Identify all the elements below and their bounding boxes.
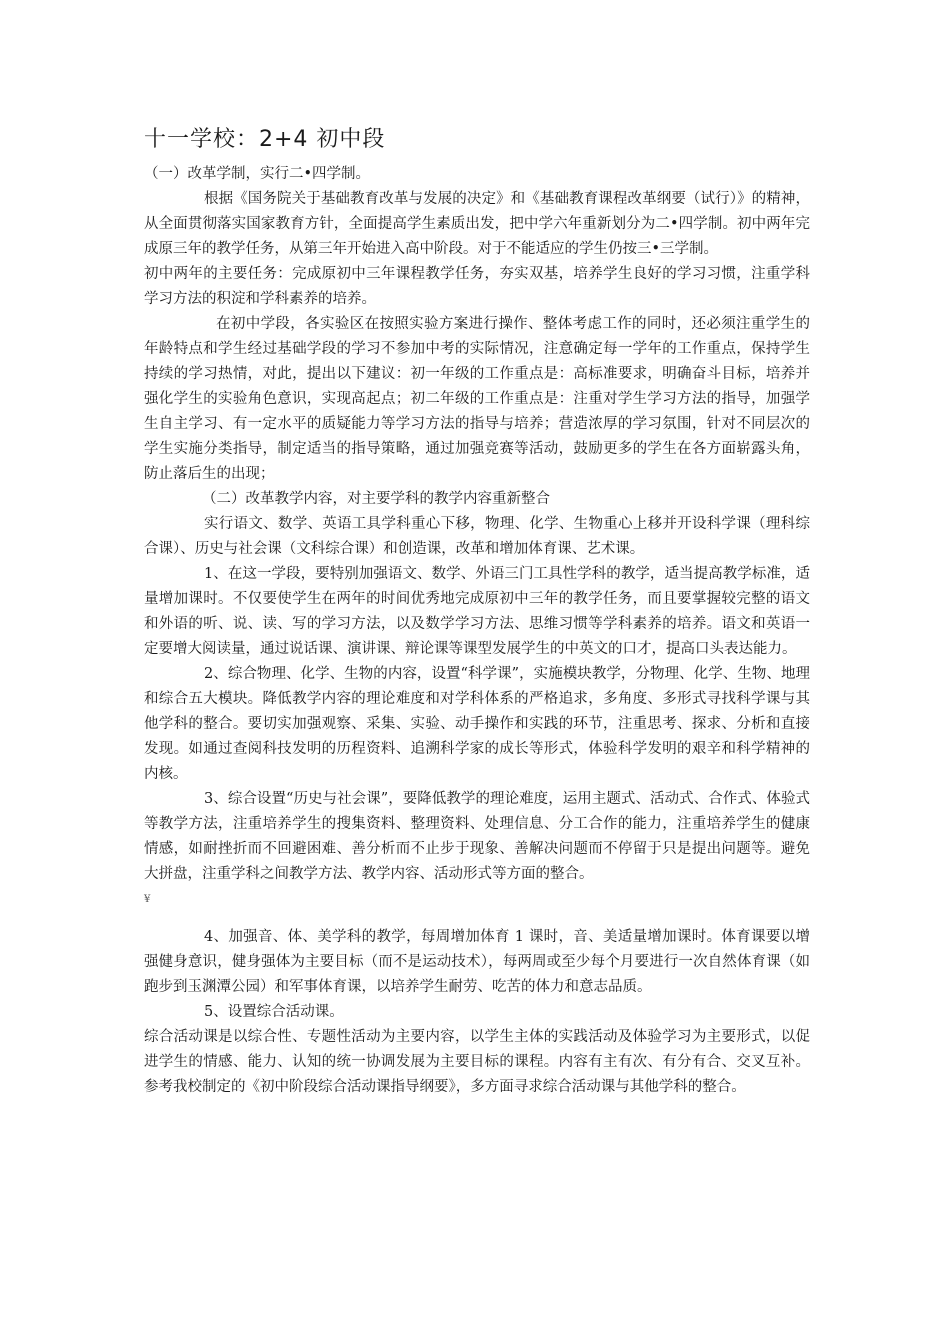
paragraph-2: 初中两年的主要任务：完成原初中三年课程教学任务，夯实双基，培养学生良好的学习习惯，注重学科学习方法的积淀和学科素养的培养。 bbox=[144, 266, 810, 307]
paragraph-10: 综合活动课是以综合性、专题性活动为主要内容，以学生主体的实践活动及体验学习为主要形式，以促进学生的情感、能力、认知的统一协调发展为主要目标的课程。内容有主有次、有分有合、交叉互补。参考我校制定的《初中阶段综合活动课指导纲要》，多方面寻求综合活动课与其他学科的整合。 bbox=[144, 1029, 810, 1095]
paragraph-9-heading: 5、设置综合活动课。 bbox=[204, 1004, 344, 1020]
paragraph-7: 3、综合设置“历史与社会课”，要降低教学的理论难度，运用主题式、活动式、合作式、体验式等教学方法，注重培养学生的搜集资料、整理资料、处理信息、分工合作的能力，注重培养学生的健康情感，如耐挫折而不回避困难、善分析而不止步于现象、善解决问题而不停留于只是提出问题等。避免大拼盘，注重学科之间教学方法、教学内容、活动形式等方面的整合。 bbox=[144, 791, 810, 882]
paragraph-6: 2、综合物理、化学、生物的内容，设置“科学课”，实施模块教学，分物理、化学、生物、地理和综合五大模块。降低教学内容的理论难度和对学科体系的严格追求，多角度、多形式寻找科学课与其他学科的整合。要切实加强观察、采集、实验、动手操作和实践的环节，注重思考、探求、分析和直接发现。如通过查阅科技发明的历程资料、追溯科学家的成长等形式，体验科学发明的艰辛和科学精神的内核。 bbox=[144, 666, 810, 782]
document-page bbox=[144, 118, 810, 1100]
paragraph-4: 实行语文、数学、英语工具学科重心下移，物理、化学、生物重心上移并开设科学课（理科综合课）、历史与社会课（文科综合课）和创造课，改革和增加体育课、艺术课。 bbox=[144, 516, 810, 557]
section-2-heading: （二）改革教学内容，对主要学科的教学内容重新整合 bbox=[202, 491, 550, 507]
section-1-heading: （一）改革学制，实行二•四学制。 bbox=[144, 166, 371, 182]
paragraph-5: 1、在这一学段，要特别加强语文、数学、外语三门工具性学科的教学，适当提高教学标准，适量增加课时。不仅要使学生在两年的时间优秀地完成原初中三年的教学任务，而且要掌握较完整的语文和外语的听、说、读、写的学习方法，以及数学学习方法、思维习惯等学科素养的培养。语文和英语一定要增大阅读量，通过说话课、演讲课、辩论课等课型发展学生的中英文的口才，提高口头表达能力。 bbox=[144, 566, 810, 657]
stray-mark: ¥ bbox=[144, 894, 151, 905]
document-title: 十一学校：2+4 初中段 bbox=[144, 127, 386, 152]
paragraph-3: 在初中学段，各实验区在按照实验方案进行操作、整体考虑工作的同时，还必须注重学生的年龄特点和学生经过基础学段的学习不参加中考的实际情况，注意确定每一学年的工作重点，保持学生持续的学习热情，对此，提出以下建议：初一年级的工作重点是：高标准要求，明确奋斗目标，培养并强化学生的实验角色意识，实现高起点；初二年级的工作重点是：注重对学生学习方法的指导，加强学生自主学习、有一定水平的质疑能力等学习方法的指导与培养；营造浓厚的学习氛围，针对不同层次的学生实施分类指导，制定适当的指导策略，通过加强竞赛等活动，鼓励更多的学生在各方面崭露头角，防止落后生的出现； bbox=[144, 316, 810, 482]
paragraph-1: 根据《国务院关于基础教育改革与发展的决定》和《基础教育课程改革纲要（试行）》的精神，从全面贯彻落实国家教育方针，全面提高学生素质出发，把中学六年重新划分为二•四学制。初中两年完成原三年的教学任务，从第三年开始进入高中阶段。对于不能适应的学生仍按三•三学制。 bbox=[144, 191, 810, 257]
paragraph-8: 4、加强音、体、美学科的教学，每周增加体育 1 课时，音、美适量增加课时。体育课要以增强健身意识，健身强体为主要目标（而不是运动技术），每两周或至少每个月要进行一次自然体育课（如跑步到玉渊潭公园）和军事体育课，以培养学生耐劳、吃苦的体力和意志品质。 bbox=[144, 929, 810, 995]
